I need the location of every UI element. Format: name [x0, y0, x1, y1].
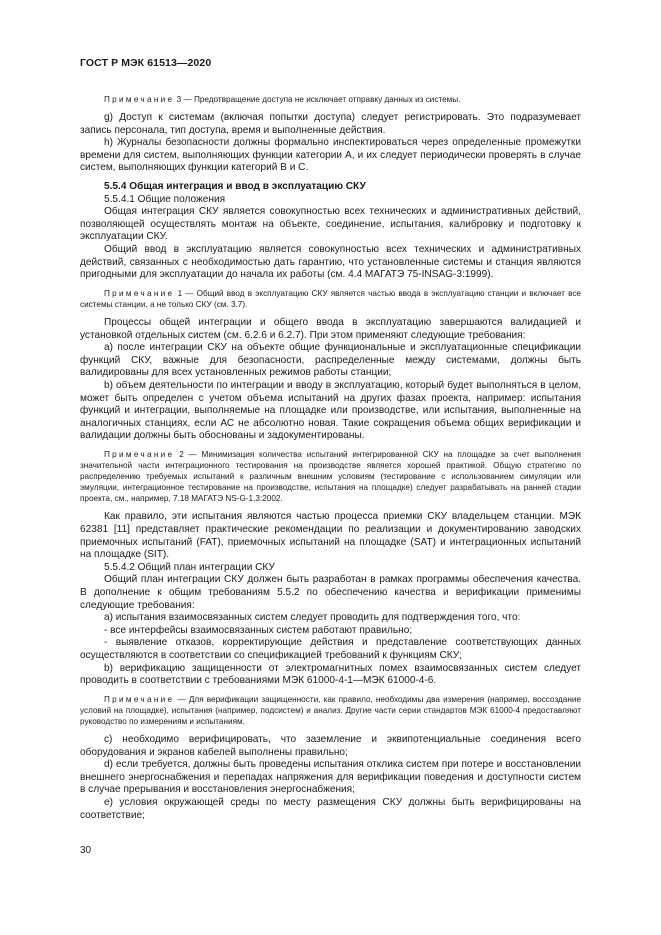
- note-text: 3 — Предотвращение доступа не исключает отправку данных из системы.: [174, 95, 461, 104]
- paragraph: Процессы общей интеграции и общего ввода в эксплуатацию завершаются валидацией и установкой отдельных систем (см. 6.2.6 и 6.2.7). При этом применяют следующие требования:: [80, 317, 581, 341]
- list-subitem: - выявление отказов, корректирующие действия и представление соответствующих данных осуществляются в соответствии со спецификацией требований к функциям СКУ;: [80, 637, 581, 661]
- note-text: 2 — Минимизация количества испытаний интегрированной СКУ на площадке за счет выполнения значительной части интеграционного тестирования на производстве является хорошей практикой. Общую стратегию по распределению требуемых испытаний к различным внешним условиям (тестирование с использованием симуляции или эмуляции, интеграционное тестирование на производстве, испытания на площадке) следует разрабатывать на ранней стадии проекта, см., например, 7.18 МАГАТЭ NS-G-1.3:2002.: [80, 449, 581, 504]
- list-item-b: b) верификацию защищенности от электромагнитных помех взаимосвязанных систем следует проводить в соответствии с требованиями МЭК 61000-4-1—МЭК 61000-4-6.: [80, 662, 581, 687]
- note-label: Примечание: [104, 288, 175, 298]
- subsection-heading-5-5-4-1: 5.5.4.1 Общие положения: [104, 193, 226, 205]
- note: [80, 694, 581, 727]
- list-item-d: d) если требуется, должны быть проведены испытания отклика систем при потере и восстановлении внешнего энергоснабжения и перепадах напряжения для верификации поведения и доступности систем в случае прерывания и восстановления энергоснабжения;: [80, 759, 581, 796]
- section-heading-5-5-4: 5.5.4 Общая интеграция и ввод в эксплуатацию СКУ: [104, 181, 366, 193]
- paragraph: Общий ввод в эксплуатацию является совокупностью всех технических и административных действий, связанных с необходимостью дать гарантию, что установленные системы и станция являются пригодными для эксплуатации до начала их работы (см. 4.4 МАГАТЭ 75-INSAG-3:1999).: [80, 244, 581, 281]
- paragraph: Общая интеграция СКУ является совокупностью всех технических и административных действий, позволяющей осуществлять монтаж на объекте, соединение, испытания, калибровку и подготовку к эксплуатации СКУ.: [80, 206, 581, 243]
- note-3: [80, 94, 581, 105]
- paragraph: Общий план интеграции СКУ должен быть разработан в рамках программы обеспечения качества. В дополнение к общим требованиям 5.5.2 по обеспечению качества и верификации применимы следующие требования:: [80, 574, 581, 611]
- paragraph-g: g) Доступ к системам (включая попытки доступа) следует регистрировать. Это подразумевает запись персонала, тип доступа, время и выполненные действия.: [80, 112, 581, 136]
- note-1: [80, 288, 581, 310]
- page-number: 30: [80, 845, 92, 856]
- note-label: Примечание: [104, 95, 175, 104]
- list-item-a: а) после интеграции СКУ на объекте общие функциональные и эксплуатационные спецификации функций СКУ, важные для безопасности, распределенные между системами, должны быть валидированы для всех установленных режимов работы станции;: [80, 342, 581, 379]
- paragraph: Как правило, эти испытания являются частью процесса приемки СКУ владельцем станции. МЭК 62381 [11] представляет практические рекомендации по реализации и документированию заводских приемочных испытаний (FAT), приемочных испытаний на площадке (SAT) и интеграционных испытаний на площадке (SIT).: [80, 511, 581, 561]
- list-item-a: а) испытания взаимосвязанных систем следует проводить для подтверждения того, что:: [104, 612, 521, 624]
- list-item-c: с) необходимо верифицировать, что заземление и эквипотенциальные соединения всего оборудования и экранов кабелей выполнены правильно;: [80, 734, 581, 758]
- document-header: ГОСТ Р МЭК 61513—2020: [80, 57, 212, 69]
- note-2: [80, 449, 581, 504]
- paragraph-h: h) Журналы безопасности должны формально инспектироваться через определенные промежутки времени для систем, выполняющих функции категории А, и их следует периодически проверять в случае систем, выполняющих функции категорий В и С.: [80, 137, 581, 174]
- list-item-b: b) объем деятельности по интеграции и вводу в эксплуатацию, который будет выполняться в целом, может быть определен с учетом объема испытаний на других фазах проекта, например: испытания функций и интеграции, выполняемые на площадке или производстве, или испытания, выполненные на аналогичных станциях, если АС не абсолютно новая. Такие сокращения объема общих верификации и валидации должны быть обоснованы и задокументированы.: [80, 379, 581, 442]
- note-text: — Для верификации защищенности, как правило, необходимы два измерения (например, воссоздание условий на площадке), испытания (например, подсистем) и анализ. Другие части серии стандартов МЭК 61000-4 предоставляют руководство по измерениям и испытаниям.: [80, 694, 581, 726]
- note-text: 1 — Общий ввод в эксплуатацию СКУ является частью ввода в эксплуатацию станции и включает все системы станции, а не только СКУ (см. 3.7).: [80, 288, 581, 309]
- note-label: Примечание: [104, 694, 175, 704]
- document-body: [80, 88, 581, 822]
- list-subitem: - все интерфейсы взаимосвязанных систем работают правильно;: [104, 624, 413, 636]
- note-label: Примечание: [104, 449, 175, 459]
- list-item-e: е) условия окружающей среды по месту размещения СКУ должны быть верифицированы на соответствие;: [80, 796, 581, 821]
- subsection-heading-5-5-4-2: 5.5.4.2 Общий план интеграции СКУ: [104, 561, 275, 573]
